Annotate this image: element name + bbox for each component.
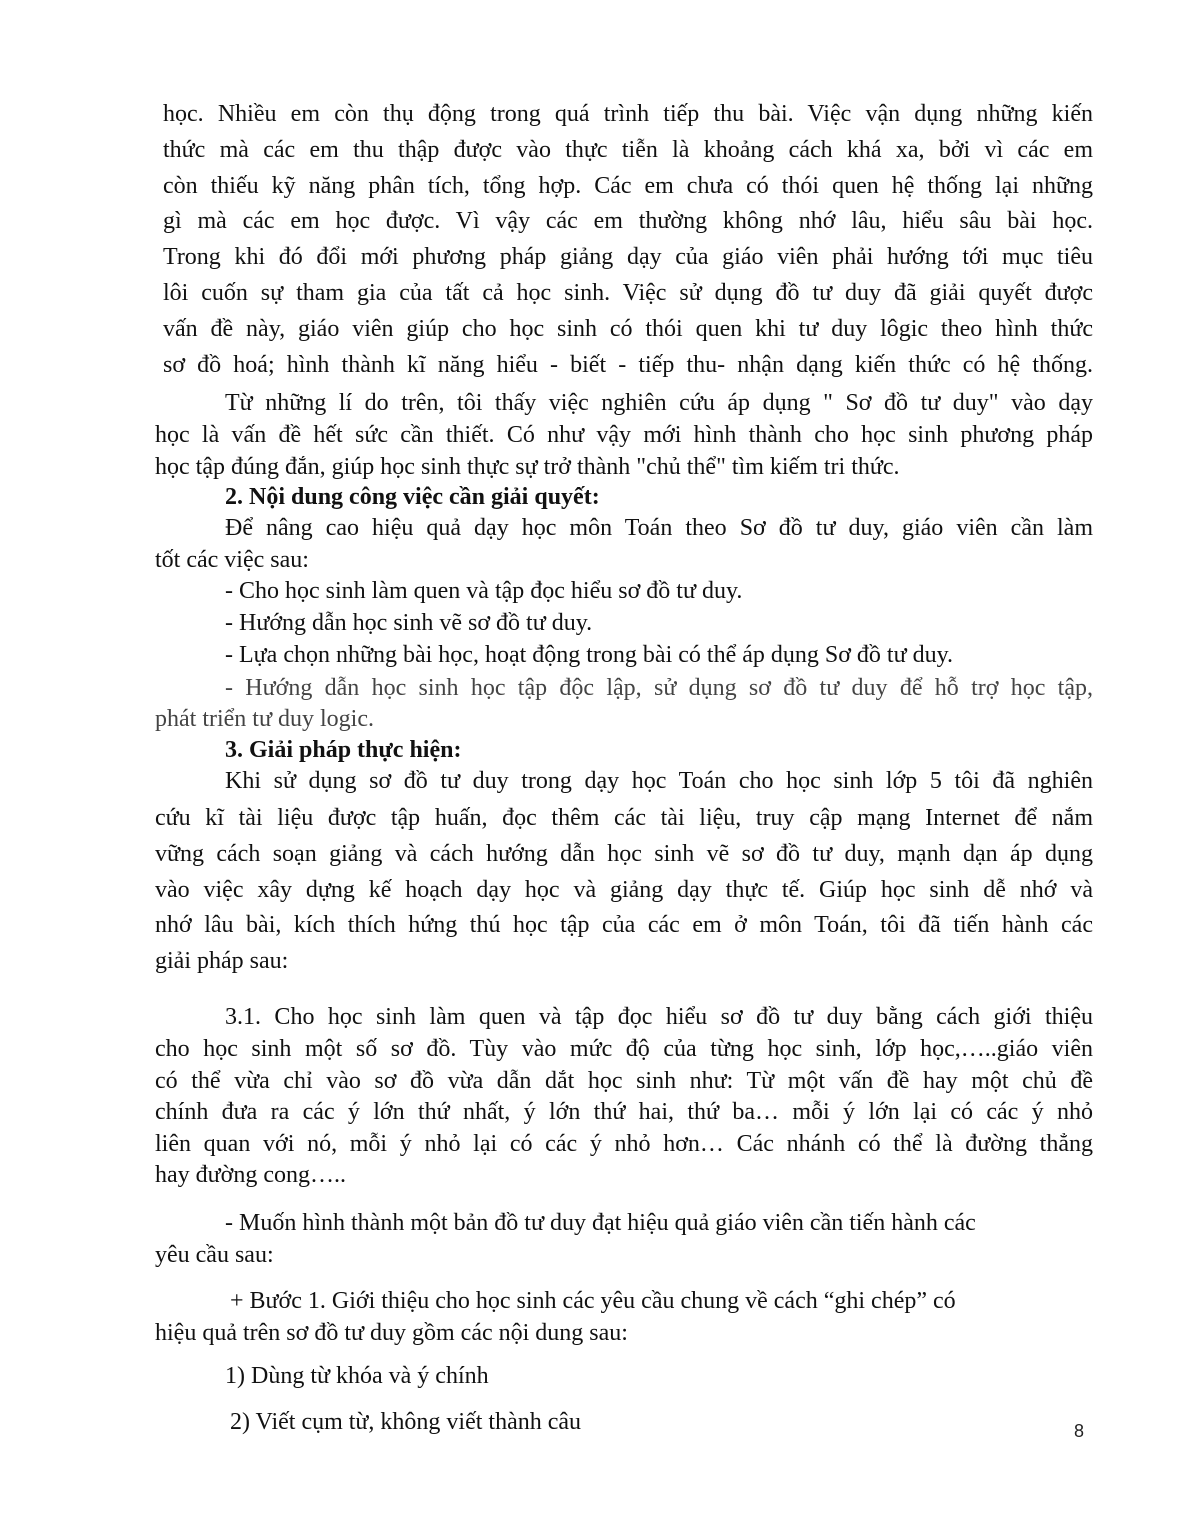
page-number: 8 (1074, 1421, 1085, 1441)
paragraph-line: tốt các việc sau: (155, 547, 309, 573)
list-item: - Hướng dẫn học sinh vẽ sơ đồ tư duy. (225, 610, 593, 636)
paragraph-line: Khi sử dụng sơ đồ tư duy trong dạy học Toán cho học sinh lớp 5 tôi đã nghiên (225, 768, 1093, 794)
paragraph-line: liên quan với nó, mỗi ý nhỏ lại có các ý nhỏ hơn… Các nhánh có thể là đường thẳng (155, 1131, 1093, 1157)
section-heading: 3. Giải pháp thực hiện: (225, 737, 462, 763)
paragraph-line: Từ những lí do trên, tôi thấy việc nghiên cứu áp dụng " Sơ đồ tư duy" vào dạy (225, 390, 1093, 416)
paragraph-line: lôi cuốn sự tham gia của tất cả học sinh. Việc sử dụng đồ tư duy đã giải quyết được (163, 280, 1093, 306)
list-item: - Cho học sinh làm quen và tập đọc hiểu sơ đồ tư duy. (225, 578, 743, 604)
section-heading: 2. Nội dung công việc cần giải quyết: (225, 484, 600, 510)
paragraph-line: học tập đúng đắn, giúp học sinh thực sự trở thành "chủ thể" tìm kiếm tri thức. (155, 454, 900, 480)
list-item: - Lựa chọn những bài học, hoạt động trong bài có thể áp dụng Sơ đồ tư duy. (225, 642, 954, 668)
paragraph-line: hay đường cong….. (155, 1162, 347, 1188)
paragraph-line: Để nâng cao hiệu quả dạy học môn Toán theo Sơ đồ tư duy, giáo viên cần làm (225, 515, 1093, 541)
paragraph-line: còn thiếu kỹ năng phân tích, tổng hợp. Các em chưa có thói quen hệ thống lại những (163, 173, 1093, 199)
paragraph-line: gì mà các em học được. Vì vậy các em thường không nhớ lâu, hiểu sâu bài học. (163, 208, 1093, 234)
paragraph-line: yêu cầu sau: (155, 1242, 274, 1268)
paragraph-line: hiệu quả trên sơ đồ tư duy gồm các nội dung sau: (155, 1320, 628, 1346)
paragraph-line: + Bước 1. Giới thiệu cho học sinh các yêu cầu chung về cách “ghi chép” có (230, 1288, 956, 1314)
paragraph-line: vững cách soạn giảng và cách hướng dẫn học sinh vẽ sơ đồ tư duy, mạnh dạn áp dụng (155, 841, 1093, 867)
list-item: phát triển tư duy logic. (155, 706, 374, 732)
paragraph-line: nhớ lâu bài, kích thích hứng thú học tập của các em ở môn Toán, tôi đã tiến hành các (155, 912, 1093, 938)
paragraph-line: - Muốn hình thành một bản đồ tư duy đạt hiệu quả giáo viên cần tiến hành các (225, 1210, 976, 1236)
numbered-item: 2) Viết cụm từ, không viết thành câu (230, 1409, 582, 1435)
paragraph-line: vấn đề này, giáo viên giúp cho học sinh có thói quen khi tư duy lôgic theo hình thức (163, 316, 1093, 342)
paragraph-line: 3.1. Cho học sinh làm quen và tập đọc hiểu sơ đồ tư duy bằng cách giới thiệu (225, 1004, 1093, 1030)
paragraph-line: học là vấn đề hết sức cần thiết. Có như vậy mới hình thành cho học sinh phương pháp (155, 422, 1093, 448)
paragraph-line: có thể vừa chỉ vào sơ đồ vừa dẫn dắt học sinh như: Từ một vấn đề hay một chủ đề (155, 1068, 1093, 1094)
paragraph-line: chính đưa ra các ý lớn thứ nhất, ý lớn thứ hai, thứ ba… mỗi ý lớn lại có các ý nhỏ (155, 1099, 1093, 1125)
paragraph-line: sơ đồ hoá; hình thành kĩ năng hiểu - biết - tiếp thu- nhận dạng kiến thức có hệ thống. (163, 352, 1093, 378)
paragraph-line: cho học sinh một số sơ đồ. Tùy vào mức độ của từng học sinh, lớp học,…..giáo viên (155, 1036, 1093, 1062)
numbered-item: 1) Dùng từ khóa và ý chính (225, 1363, 489, 1389)
paragraph-line: học. Nhiều em còn thụ động trong quá trình tiếp thu bài. Việc vận dụng những kiến (163, 101, 1093, 127)
paragraph-line: giải pháp sau: (155, 948, 289, 974)
list-item: - Hướng dẫn học sinh học tập độc lập, sử dụng sơ đồ tư duy để hỗ trợ học tập, (225, 675, 1093, 701)
paragraph-line: thức mà các em thu thập được vào thực tiễn là khoảng cách khá xa, bởi vì các em (163, 137, 1093, 163)
paragraph-line: cứu kĩ tài liệu được tập huấn, đọc thêm các tài liệu, truy cập mạng Internet để nắm (155, 805, 1093, 831)
paragraph-line: Trong khi đó đổi mới phương pháp giảng dạy của giáo viên phải hướng tới mục tiêu (163, 244, 1093, 270)
paragraph-line: vào việc xây dựng kế hoạch dạy học và giảng dạy thực tế. Giúp học sinh dễ nhớ và (155, 877, 1093, 903)
